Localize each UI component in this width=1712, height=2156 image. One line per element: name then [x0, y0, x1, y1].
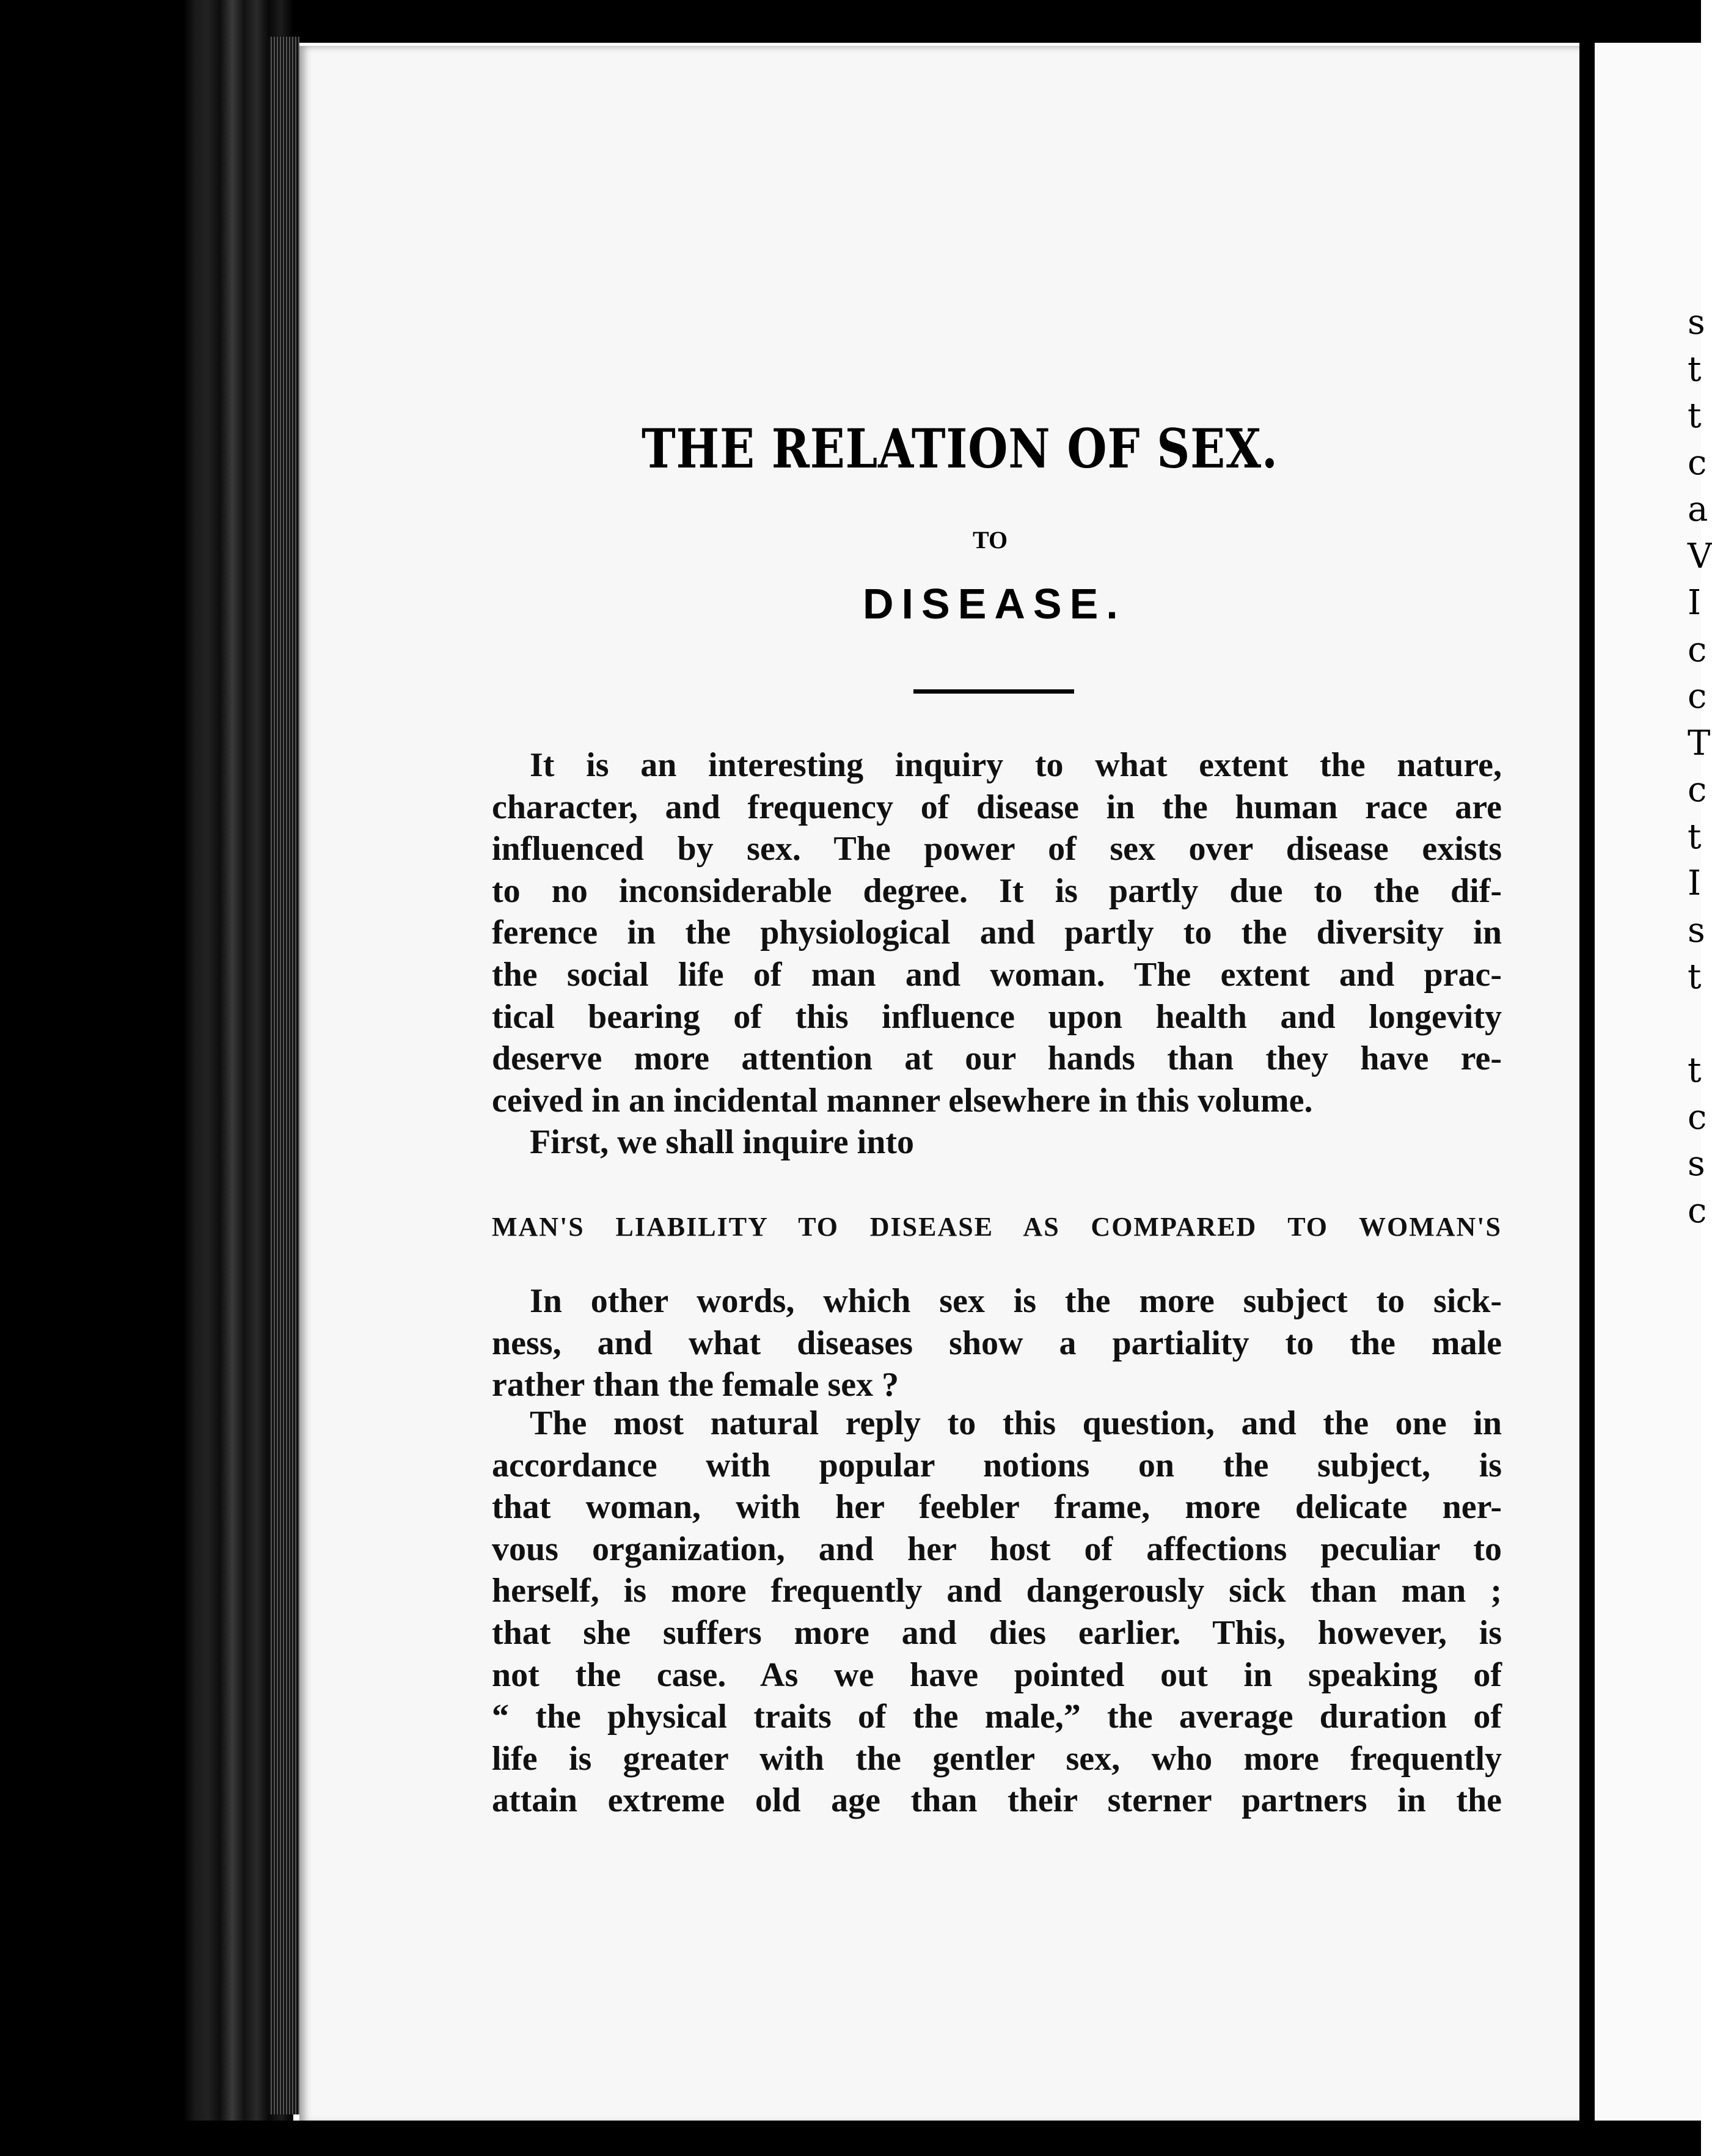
text-line: herself, is more frequently and dangerously sick than man ; [492, 1572, 1502, 1610]
text-line: life is greater with the gentler sex, who more frequently [492, 1739, 1502, 1778]
text-line: ference in the physiological and partly to the diversity in [492, 914, 1502, 952]
text-line: influenced by sex. The power of sex over disease exists [492, 830, 1502, 868]
facing-letter: s [1688, 910, 1705, 950]
text-line: ness, and what diseases show a partiality to the male [492, 1324, 1502, 1362]
paragraph-intro [492, 744, 1502, 1164]
text-line: In other words, which sex is the more subject to sick- [530, 1282, 1502, 1320]
facing-letter: s [1688, 1144, 1705, 1184]
page-edges [269, 37, 299, 2114]
facing-letter: V [1688, 536, 1712, 576]
facing-letter: c [1688, 770, 1707, 810]
text-line: The most natural reply to this question, and the one in [530, 1404, 1502, 1442]
facing-letter: c [1688, 1190, 1707, 1231]
title-rule [913, 689, 1074, 694]
text-line: to no inconsiderable degree. It is partly due to the dif- [492, 871, 1502, 910]
paragraph-answer [492, 1402, 1502, 1822]
facing-letter: t [1688, 349, 1702, 389]
facing-letter: t [1688, 957, 1702, 997]
facing-letter: I [1688, 583, 1702, 623]
scan-border-bottom [0, 2121, 1701, 2156]
text-line: It is an interesting inquiry to what extent the nature, [530, 746, 1502, 784]
text-line: rather than the female sex ? [492, 1366, 899, 1404]
paragraph-question [492, 1280, 1502, 1406]
text-line: “ the physical traits of the male,” the average duration of [492, 1698, 1502, 1736]
facing-page [1595, 43, 1701, 2121]
facing-letter: s [1688, 302, 1705, 342]
facing-letter: t [1688, 816, 1702, 857]
facing-letter: t [1688, 396, 1702, 436]
page-title: THE RELATION OF SEX. [642, 417, 1278, 480]
text-line: vous organization, and her host of affections peculiar to [492, 1530, 1502, 1568]
text-line: not the case. As we have pointed out in speaking of [492, 1656, 1502, 1694]
section-heading: MAN'S LIABILITY TO DISEASE AS COMPARED TO WOMAN'S [492, 1212, 1502, 1242]
facing-letter: t [1688, 1050, 1702, 1090]
facing-page-fragment [1688, 299, 1712, 1234]
text-line: that she suffers more and dies earlier. This, however, is [492, 1613, 1502, 1652]
text-line: deserve more attention at our hands than they have re- [492, 1040, 1502, 1078]
text-line: First, we shall inquire into [530, 1123, 915, 1162]
title-connector: TO [973, 526, 1008, 554]
text-line: that woman, with her feebler frame, more delicate ner- [492, 1488, 1502, 1527]
facing-letter: c [1688, 676, 1707, 716]
facing-letter [1688, 1001, 1712, 1048]
book-binding [0, 0, 293, 2156]
text-line: tical bearing of this influence upon health and longevity [492, 997, 1502, 1036]
facing-letter: c [1688, 629, 1707, 670]
text-line: character, and frequency of disease in the human race are [492, 788, 1502, 826]
facing-letter: a [1688, 490, 1708, 529]
text-line: the social life of man and woman. The extent and prac- [492, 955, 1502, 994]
facing-letter: c [1688, 442, 1707, 483]
facing-letter: I [1688, 864, 1702, 903]
text-line: ceived in an incidental manner elsewhere in this volume. [492, 1081, 1313, 1120]
text-line: attain extreme old age than their sterner partners in the [492, 1781, 1502, 1820]
facing-letter: T [1688, 723, 1711, 763]
page-gutter [1579, 0, 1595, 2156]
facing-letter: c [1688, 1097, 1707, 1137]
text-line: accordance with popular notions on the subject, is [492, 1446, 1502, 1484]
page-subtitle: DISEASE. [863, 580, 1126, 628]
